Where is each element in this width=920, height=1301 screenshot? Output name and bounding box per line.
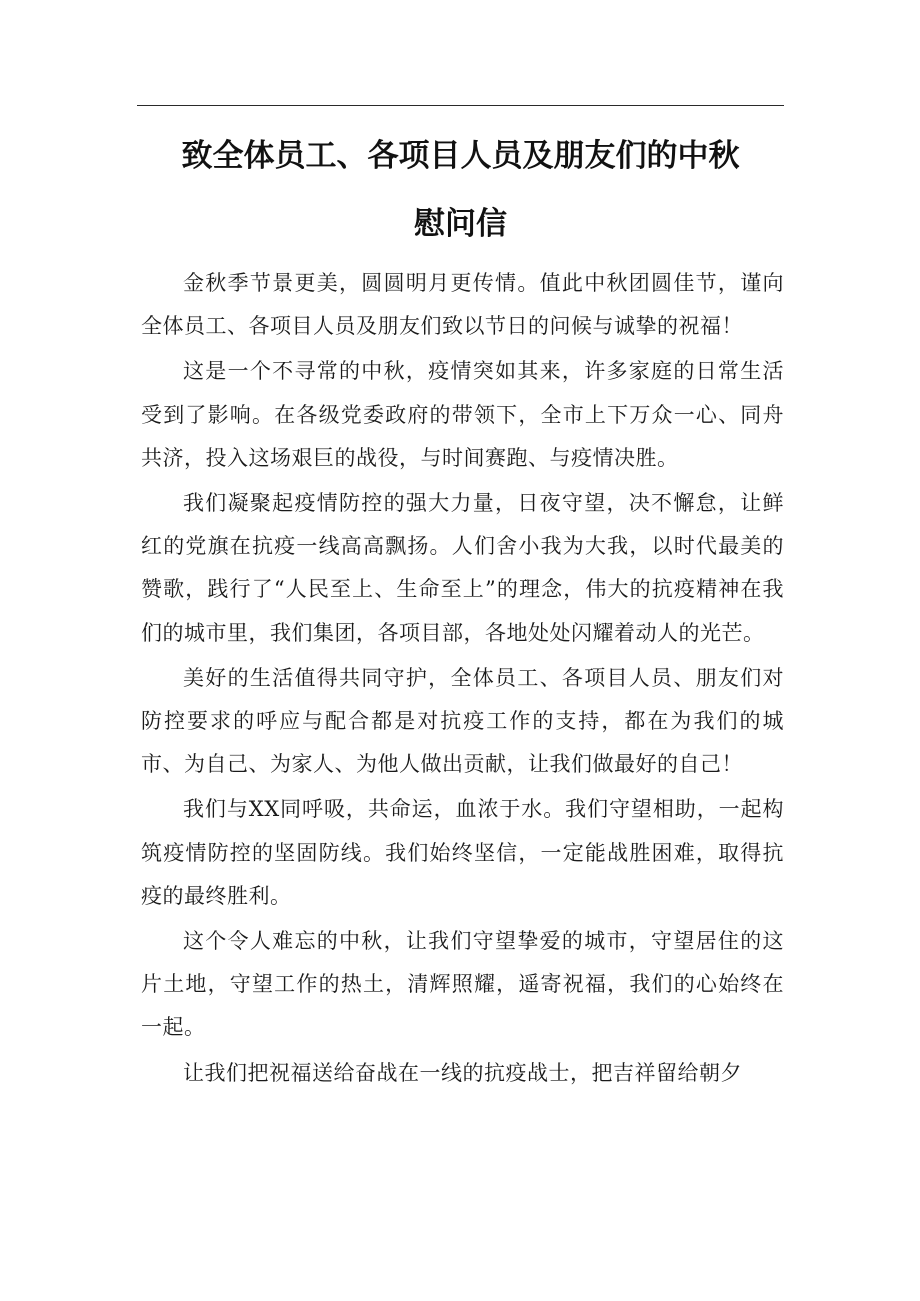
paragraph-5: 我们与XX同呼吸，共命运，血浓于水。我们守望相助，一起构筑疫情防控的坚固防线。我们始终坚信，一定能战胜困难，取得抗疫的最终胜利。 — [141, 797, 784, 908]
header-rule — [137, 105, 784, 106]
title-line-1: 致全体员工、各项目人员及朋友们的中秋 — [181, 138, 740, 174]
document-body — [141, 262, 784, 1097]
paragraph-7: 让我们把祝福送给奋战在一线的抗疫战士，把吉祥留给朝夕 — [183, 1060, 742, 1085]
document-title — [137, 122, 784, 258]
paragraph-2: 这是一个不寻常的中秋，疫情突如其来，许多家庭的日常生活受到了影响。在各级党委政府的带领下，全市上下万众一心、同舟共济，投入这场艰巨的战役，与时间赛跑、与疫情决胜。 — [141, 359, 784, 470]
paragraph-3: 我们凝聚起疫情防控的强大力量，日夜守望，决不懈怠，让鲜红的党旗在抗疫一线高高飘扬。人们舍小我为大我，以时代最美的赞歌，践行了“人民至上、生命至上”的理念，伟大的抗疫精神在我们的城市里，我们集团，各项目部，各地处处闪耀着动人的光芒。 — [141, 491, 784, 645]
title-line-2: 慰问信 — [414, 206, 507, 242]
paragraph-1: 金秋季节景更美，圆圆明月更传情。值此中秋团圆佳节，谨向全体员工、各项目人员及朋友们致以节日的问候与诚挚的祝福！ — [141, 271, 784, 339]
paragraph-6: 这个令人难忘的中秋，让我们守望挚爱的城市，守望居住的这片土地，守望工作的热土，清辉照耀，遥寄祝福，我们的心始终在一起。 — [141, 929, 784, 1040]
paragraph-4: 美好的生活值得共同守护，全体员工、各项目人员、朋友们对防控要求的呼应与配合都是对抗疫工作的支持，都在为我们的城市、为自己、为家人、为他人做出贡献，让我们做最好的自己！ — [141, 665, 784, 777]
